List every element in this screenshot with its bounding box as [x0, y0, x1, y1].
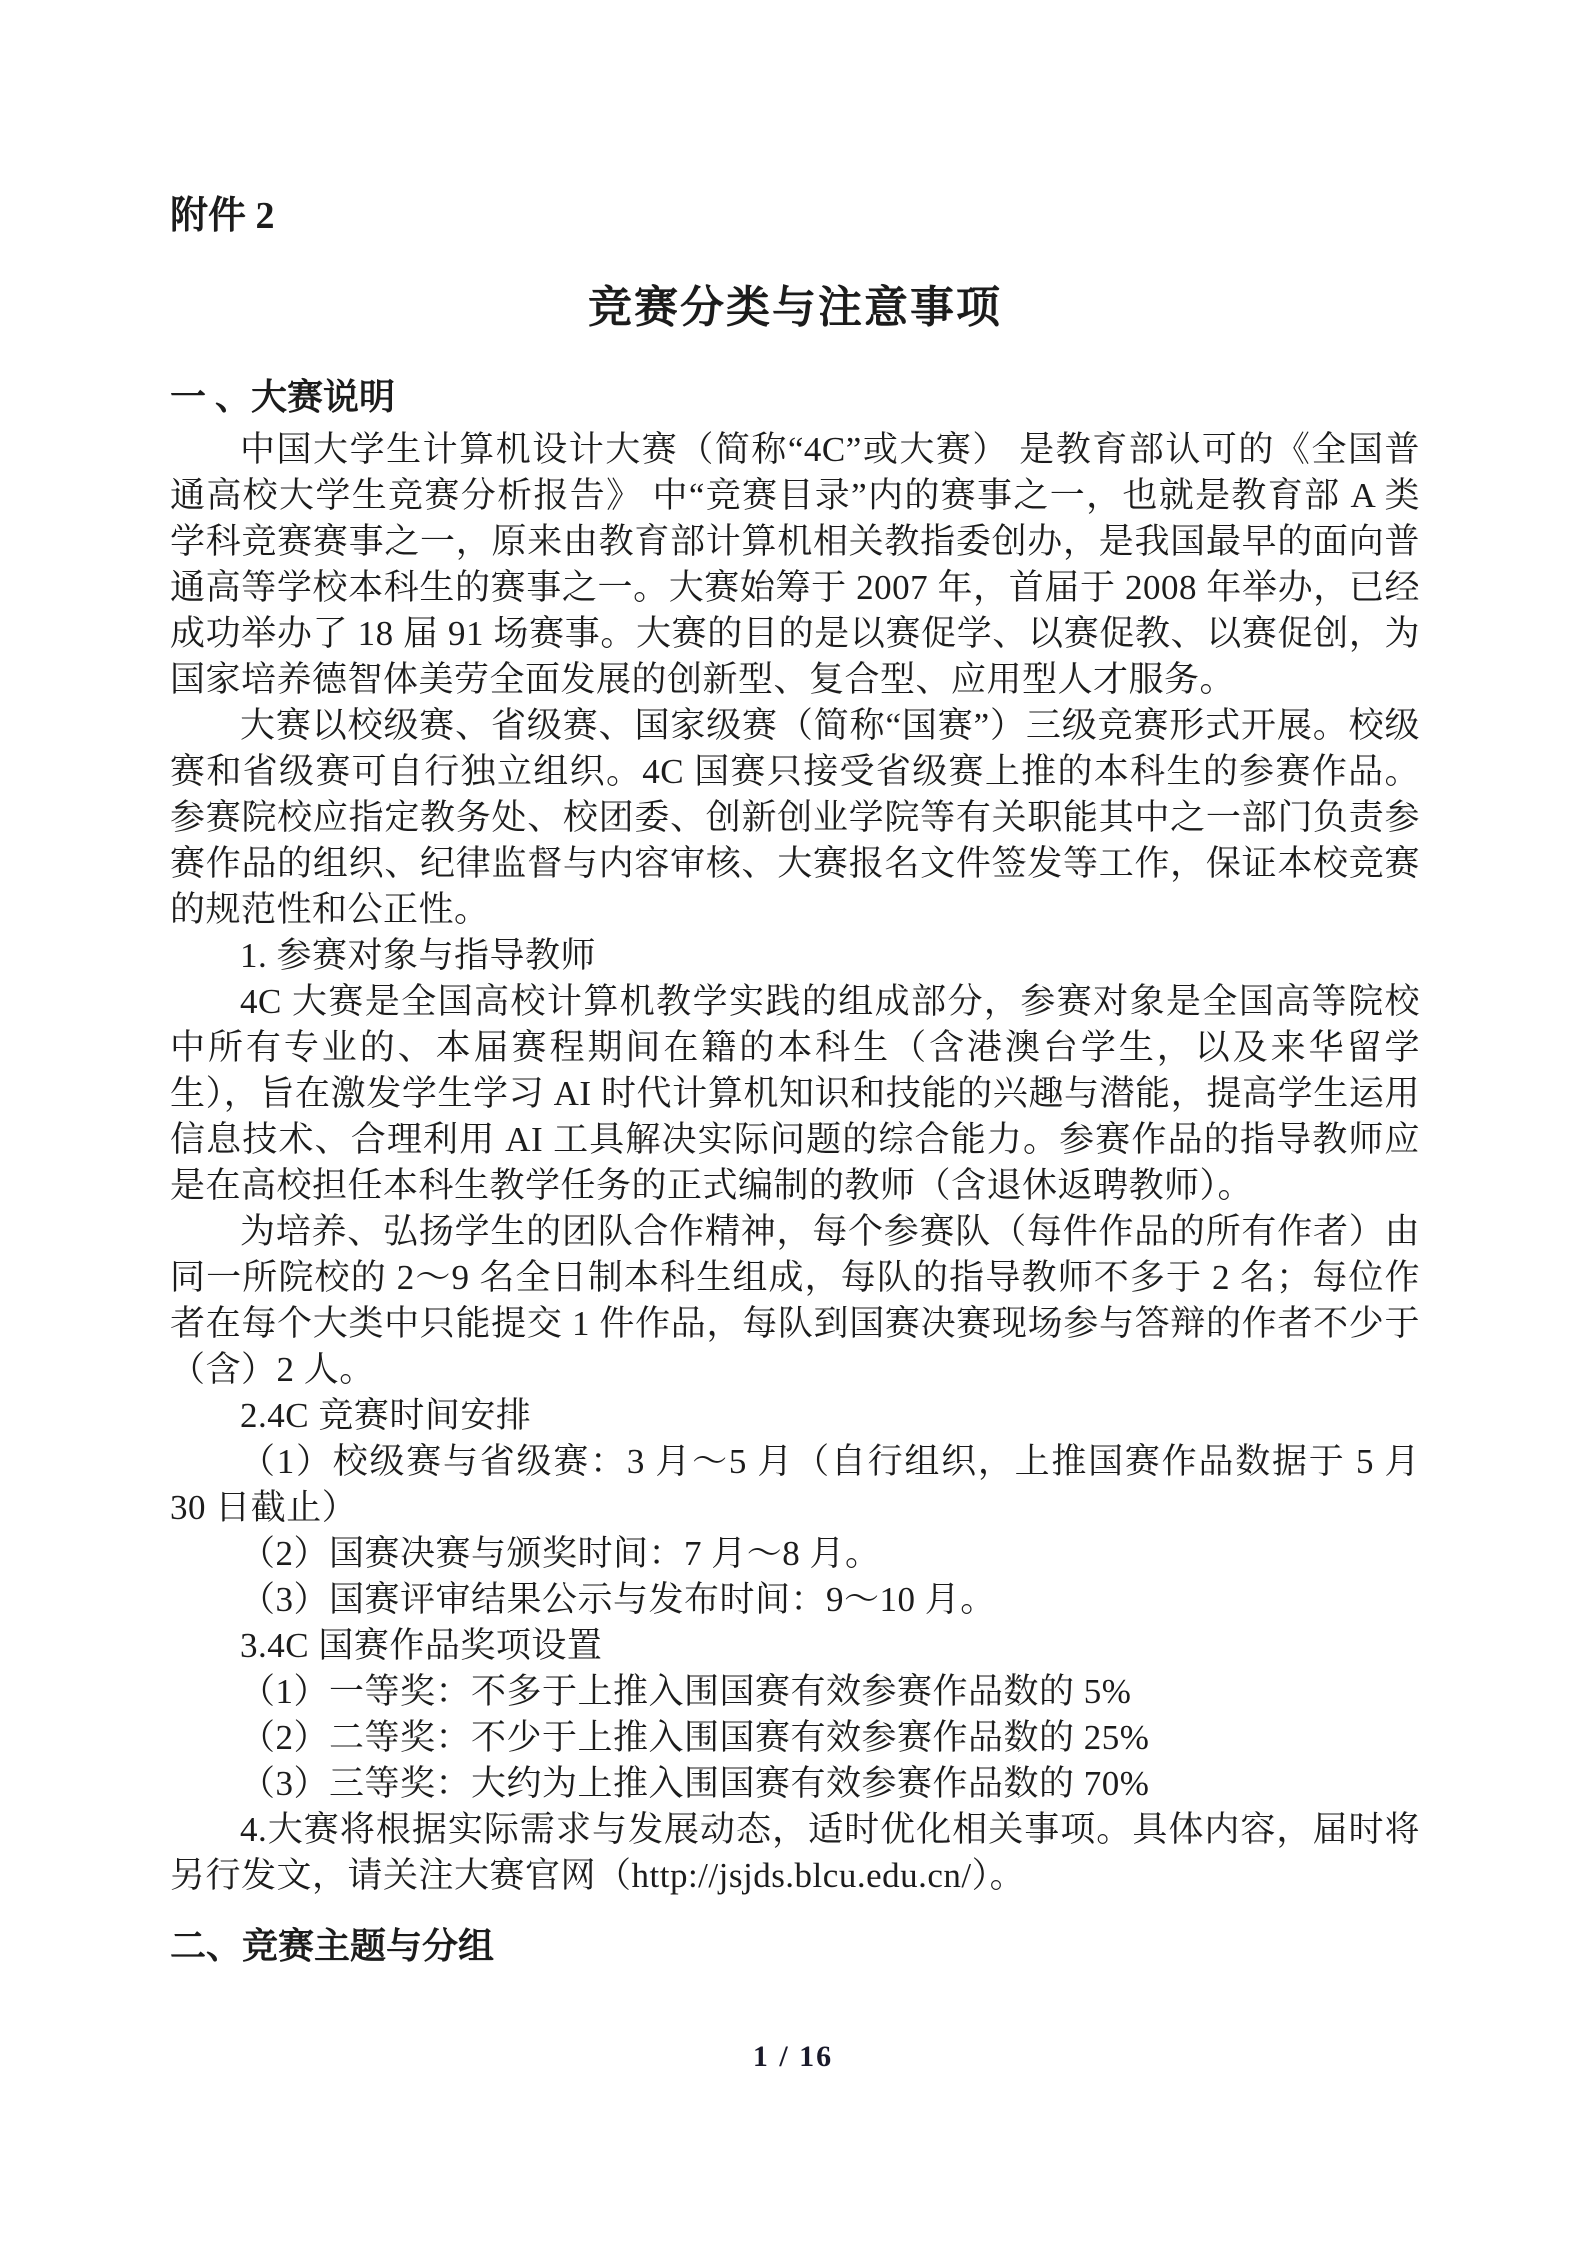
subheading-schedule: 2.4C 竞赛时间安排: [240, 1395, 532, 1435]
paragraph-intro: 中国大学生计算机设计大赛（简称“4C”或大赛） 是教育部认可的《全国普通高校大学生竞赛分析报告》 中“竞赛目录”内的赛事之一，也就是教育部 A 类学科竞赛赛事之一，原来由教育部计算机相关教指委创办，是我国最早的面向普通高等学校本科生的赛事之一。大赛始筹于 2007 年，首届于 2008 年举办，已经成功举办了 18 届 91 场赛事。大赛的目的是以赛促学、以赛促教、以赛促创，为国家培养德智体美劳全面发展的创新型、复合型、应用型人才服务。: [170, 429, 1420, 699]
schedule-item-2: （2）国赛决赛与颁奖时间：7 月～8 月。: [240, 1533, 881, 1573]
subheading-participants: 1. 参赛对象与指导教师: [240, 935, 597, 975]
schedule-item-3: （3）国赛评审结果公示与发布时间：9～10 月。: [240, 1579, 996, 1619]
paragraph-participants: 4C 大赛是全国高校计算机教学实践的组成部分，参赛对象是全国高等院校中所有专业的、本届赛程期间在籍的本科生（含港澳台学生，以及来华留学生），旨在激发学生学习 AI 时代计算机知识和技能的兴趣与潜能，提高学生运用信息技术、合理利用 AI 工具解决实际问题的综合能力。参赛作品的指导教师应是在高校担任本科生教学任务的正式编制的教师（含退休返聘教师）。: [170, 981, 1420, 1205]
award-item-1: （1）一等奖：不多于上推入围国赛有效参赛作品数的 5%: [240, 1671, 1132, 1711]
subheading-awards: 3.4C 国赛作品奖项设置: [240, 1625, 603, 1665]
section-heading-2: 二、竞赛主题与分组: [170, 1925, 495, 1966]
award-item-3: （3）三等奖：大约为上推入围国赛有效参赛作品数的 70%: [240, 1763, 1150, 1803]
paragraph-teams: 为培养、弘扬学生的团队合作精神，每个参赛队（每件作品的所有作者）由同一所院校的 2～9 名全日制本科生组成，每队的指导教师不多于 2 名；每位作者在每个大类中只能提交 1 件作品，每队到国赛决赛现场参与答辩的作者不少于（含）2 人。: [170, 1211, 1420, 1389]
page-title: 竞赛分类与注意事项: [588, 282, 1002, 332]
schedule-item-1: （1）校级赛与省级赛：3 月～5 月（自行组织，上推国赛作品数据于 5 月 30 日截止）: [170, 1441, 1420, 1527]
section-1-body: [170, 427, 1420, 1899]
page-number: 1 / 16: [752, 2040, 834, 2073]
paragraph-updates: 4.大赛将根据实际需求与发展动态，适时优化相关事项。具体内容，届时将另行发文，请关注大赛官网（http://jsjds.blcu.edu.cn/）。: [170, 1809, 1420, 1895]
section-heading-1: 一 、大赛说明: [170, 377, 396, 418]
award-item-2: （2）二等奖：不少于上推入围国赛有效参赛作品数的 25%: [240, 1717, 1150, 1757]
paragraph-levels: 大赛以校级赛、省级赛、国家级赛（简称“国赛”）三级竞赛形式开展。校级赛和省级赛可自行独立组织。4C 国赛只接受省级赛上推的本科生的参赛作品。参赛院校应指定教务处、校团委、创新创业学院等有关职能其中之一部门负责参赛作品的组织、纪律监督与内容审核、大赛报名文件签发等工作，保证本校竞赛的规范性和公正性。: [170, 705, 1420, 929]
attachment-label: 附件 2: [170, 195, 275, 237]
